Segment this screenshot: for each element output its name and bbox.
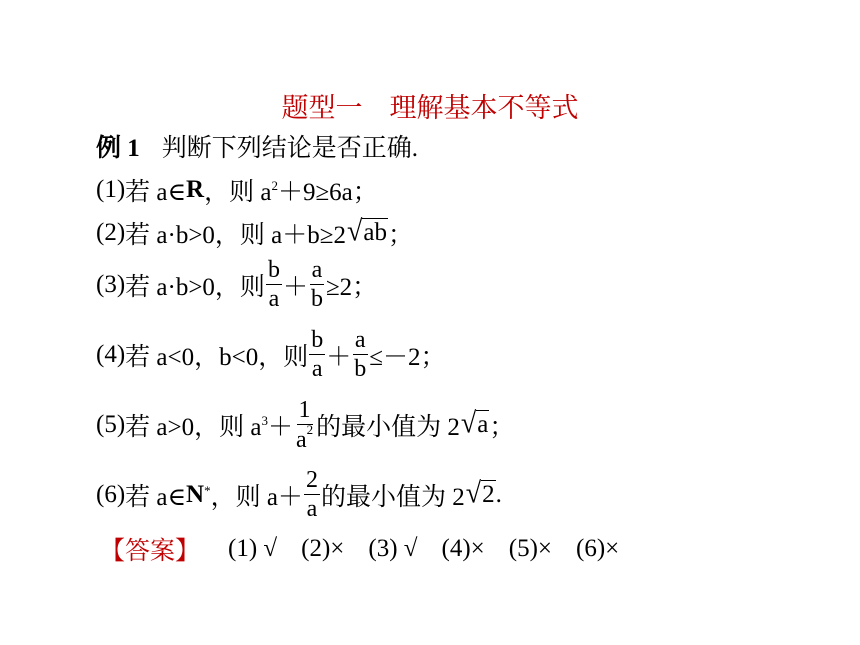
radical-sign-icon: √ (347, 215, 363, 248)
statement-3 (96, 258, 377, 311)
answer-item: (6)× (576, 535, 620, 562)
radicand: ab (363, 219, 387, 247)
section-title: 题型一 理解基本不等式 (281, 93, 579, 123)
radical-sign-icon: √ (465, 476, 482, 510)
exponent: * (204, 482, 211, 498)
denominator: a (311, 356, 323, 382)
exponent: 3 (261, 413, 268, 428)
statement-6 (96, 468, 502, 521)
exponent: 2 (306, 422, 314, 437)
answer-item: (3) √ (368, 535, 418, 562)
denominator (294, 422, 315, 453)
answer-line (100, 531, 643, 567)
numerator: 1 (298, 397, 311, 423)
radicand: 2 (482, 480, 495, 508)
example-header (96, 128, 418, 164)
denominator-base: a (295, 427, 307, 453)
statement-text: ，则 a＋ (210, 483, 303, 511)
example-label: 例 1 (96, 135, 140, 162)
statement-4 (96, 328, 445, 381)
statement-text: ≤－2； (369, 343, 446, 371)
numerator: b (267, 257, 280, 283)
answer-item: (5)× (508, 535, 553, 562)
statement-text: ≥2； (325, 273, 378, 301)
statement-text: 若 a<0，b<0，则 (125, 343, 309, 371)
statement-text: ＋9≥6a； (277, 179, 378, 206)
fraction (294, 398, 315, 452)
statement-number: (4) (96, 340, 126, 368)
denominator: b (310, 286, 323, 312)
fraction (309, 258, 325, 311)
statement-number: (2) (96, 219, 126, 246)
statement-5 (96, 398, 514, 452)
answer-item: (2)× (301, 535, 345, 562)
statement-text: ，则 a (204, 179, 272, 206)
denominator: a (268, 286, 280, 312)
statement-text: 的最小值为 2 (316, 414, 460, 441)
set-symbol: R (186, 176, 205, 203)
statement-text: 若 a∈ (125, 483, 187, 511)
denominator: b (354, 356, 367, 382)
example-prompt: 判断下列结论是否正确. (161, 135, 419, 162)
square-root (347, 215, 388, 248)
statement-number: (3) (96, 270, 126, 298)
statement-text: 若 a·b>0，则 a＋b≥2 (125, 222, 346, 249)
answer-label: 【答案】 (100, 538, 201, 565)
square-root (460, 407, 489, 440)
fraction (304, 468, 320, 521)
answer-item: (4)× (441, 535, 485, 562)
statement-number: (1) (96, 176, 126, 203)
statement-number: (6) (96, 480, 126, 508)
operator: ＋ (282, 273, 308, 301)
square-root (465, 476, 496, 510)
fraction (266, 258, 282, 311)
statement-text: 若 a>0，则 a (125, 414, 262, 441)
operator: ＋ (267, 414, 293, 441)
statement-1 (96, 172, 378, 208)
radicand: a (477, 411, 489, 439)
radical-sign-icon: √ (460, 407, 477, 440)
statement-number: (5) (96, 411, 126, 438)
statement-text: ； (489, 414, 515, 441)
denominator: a (306, 496, 318, 522)
statement-2 (96, 215, 413, 251)
statement-text: . (495, 480, 502, 508)
operator: ＋ (326, 343, 352, 371)
statement-text: ； (387, 222, 413, 249)
fraction (309, 328, 325, 381)
statement-text: 若 a·b>0，则 (125, 273, 265, 301)
numerator: b (311, 327, 324, 353)
fraction (352, 328, 368, 381)
numerator: 2 (305, 467, 318, 493)
statement-text: 的最小值为 2 (320, 483, 465, 511)
answer-item: (1) √ (228, 535, 278, 562)
numerator: a (354, 327, 366, 353)
set-symbol: N (186, 480, 205, 508)
numerator: a (311, 257, 323, 283)
statement-text: 若 a∈ (125, 179, 187, 206)
exponent: 2 (271, 178, 278, 193)
